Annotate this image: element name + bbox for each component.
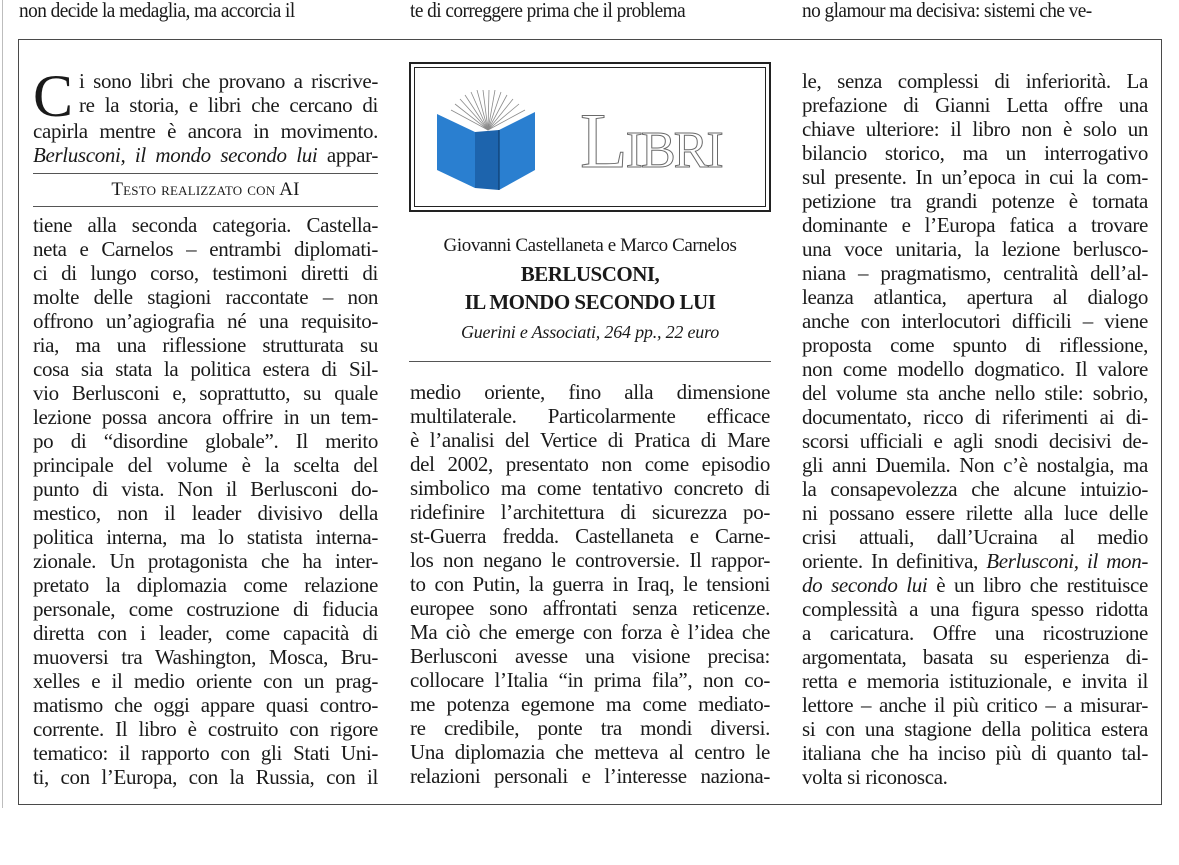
- body-line: retta e memoria istituzionale, e invita il: [802, 669, 1148, 693]
- body-line: Una diplomazia che metteva al centro le: [410, 740, 770, 764]
- body-line: si con una stagione della politica estera: [802, 717, 1148, 741]
- prev-col1-line: non decide la medaglia, ma accorcia il: [19, 0, 295, 22]
- body-line: una voce unitaria, la lezione berlusco-: [802, 237, 1148, 261]
- body-line: argomentata, basata su esperienza di-: [802, 645, 1148, 669]
- text-fragment: oriente. In definitiva,: [802, 549, 987, 573]
- body-line: vio Berlusconi e, soprattutto, su quale: [33, 381, 378, 405]
- body-line: re credibile, ponte tra mondi diversi.: [410, 716, 770, 740]
- prev-col3-line: no glamour ma decisiva: sistemi che ve-: [802, 0, 1092, 22]
- book-details-divider: [409, 361, 771, 362]
- body-line: ria, ma una riflessione strutturata su: [33, 333, 378, 357]
- body-line: è l’analisi del Vertice di Pratica di Mare: [410, 428, 770, 452]
- body-line: Berlusconi avesse una visione precisa:: [410, 644, 770, 668]
- page-left-edge: [2, 0, 3, 808]
- libri-section-logo: [409, 62, 771, 212]
- body-line: cosa sia stata la politica estera di Sil-: [33, 357, 378, 381]
- body-line: leanza atlantica, apertura al dialogo: [802, 285, 1148, 309]
- body-line: petizione tra grandi potenze è tornata: [802, 189, 1148, 213]
- body-line: anche con interlocutori difficili – viene: [802, 309, 1148, 333]
- libri-rest-letters: IBRI: [625, 122, 722, 179]
- body-line: tiene alla seconda categoria. Castella-: [33, 213, 378, 237]
- ai-generated-notice: [33, 173, 378, 207]
- body-line: punto di vista. Non il Berlusconi do-: [33, 477, 378, 501]
- body-line: pretato la diplomazia come relazione: [33, 573, 378, 597]
- body-line: ni possano essere rilette alla luce delle: [802, 501, 1148, 525]
- book-publisher-info: Guerini e Associati, 264 pp., 22 euro: [460, 322, 720, 342]
- body-line: gli anni Duemila. Non c’è nostalgia, ma: [802, 453, 1148, 477]
- article-column-2: [410, 380, 770, 788]
- book-title-line-1: BERLUSCONI,: [520, 262, 660, 286]
- book-title-italic: Berlusconi, il mon-: [986, 549, 1148, 573]
- body-line: bilancio storico, ma un interrogativo: [802, 141, 1148, 165]
- body-line: po di “disordine globale”. Il merito: [33, 429, 378, 453]
- body-line: le, senza complessi di inferiorità. La: [802, 69, 1148, 93]
- body-line: offrono un’agiografia né una requisito-: [33, 309, 378, 333]
- body-line: corrente. Il libro è costruito con rigore: [33, 717, 378, 741]
- body-line: ti, con l’Europa, con la Russia, con il: [33, 765, 378, 789]
- body-line: Ma ciò che emerge con forza è l’idea che: [410, 620, 770, 644]
- body-line: simbolico ma come tentativo concreto di: [410, 476, 770, 500]
- body-line-mixed: [802, 549, 1148, 573]
- ai-notice-ai: AI: [279, 179, 300, 200]
- body-line: lettore – anche il più critico – a misurar-: [802, 693, 1148, 717]
- previous-article-tail: [0, 0, 1179, 27]
- article-column-3: [802, 69, 1148, 789]
- libri-wordmark: [580, 96, 722, 186]
- body-line: principale del volume è la scelta del: [33, 453, 378, 477]
- body-line: europee sono affrontati senza reticenze.: [410, 596, 770, 620]
- book-details: [409, 232, 771, 348]
- body-line: collocare l’Italia “in prima fila”, non co-: [410, 668, 770, 692]
- body-line: st-Guerra fredda. Castellaneta e Carne-: [410, 524, 770, 548]
- body-line: prefazione di Gianni Letta offre una: [802, 93, 1148, 117]
- intro-line: capirla mentre è ancora in movimento.: [33, 119, 378, 143]
- body-line: documentato, ricco di riferimenti ai di-: [802, 405, 1148, 429]
- body-line: tematico: il rapporto con gli Stati Uni-: [33, 741, 378, 765]
- body-line: la consapevolezza che alcune intuizio-: [802, 477, 1148, 501]
- body-line: to con Putin, la guerra in Iraq, le tensioni: [410, 572, 770, 596]
- body-line: del 2002, presentato non come episodio: [410, 452, 770, 476]
- body-line: mestico, non il leader divisivo della: [33, 501, 378, 525]
- body-line: italiana che ha inciso più di quanto tal-: [802, 741, 1148, 765]
- column-1-body: [33, 213, 378, 789]
- body-line: xelles e il medio oriente con un prag-: [33, 669, 378, 693]
- body-line: lezione possa ancora offrire in un tem-: [33, 405, 378, 429]
- body-line: ci di lungo corso, testimoni diretti di: [33, 261, 378, 285]
- libri-big-letter: L: [580, 97, 626, 184]
- body-line: scorsi ufficiali e agli snodi decisivi de-: [802, 429, 1148, 453]
- text-fragment: è un libro che restituisce: [927, 573, 1148, 597]
- intro-italic-line: [33, 143, 378, 167]
- body-line: dominante e l’Europa fatica a trovare: [802, 213, 1148, 237]
- body-line: sul presente. In un’epoca in cui la com-: [802, 165, 1148, 189]
- body-line: me potenza egemone ma come mediato-: [410, 692, 770, 716]
- intro-line: i sono libri che provano a riscrive-: [79, 69, 378, 93]
- body-line-mixed: [802, 573, 1148, 597]
- body-line: los non negano le controversie. Il rappor-: [410, 548, 770, 572]
- ai-notice-text: Testo realizzato con: [111, 179, 276, 200]
- body-line: ridefinire l’architettura di sicurezza po-: [410, 500, 770, 524]
- body-line: medio oriente, fino alla dimensione: [410, 380, 770, 404]
- book-title-italic: do secondo lui: [802, 573, 928, 597]
- body-line: proposta come spunto di riflessione,: [802, 333, 1148, 357]
- book-title-line-2: IL MONDO SECONDO LUI: [464, 290, 716, 314]
- prev-col2-line: te di correggere prima che il problema: [410, 0, 686, 22]
- book-title-italic: Berlusconi, il mondo secondo lui: [33, 143, 318, 167]
- body-line: non come modello dogmatico. Il valore: [802, 357, 1148, 381]
- open-book-icon: [433, 90, 543, 190]
- body-line: zionale. Un protagonista che ha inter-: [33, 549, 378, 573]
- body-line-final: volta si riconosca.: [802, 765, 948, 789]
- body-line: chiave ulteriore: il libro non è solo un: [802, 117, 1148, 141]
- body-line: matismo che oggi appare quasi contro-: [33, 693, 378, 717]
- drop-cap: C: [33, 63, 74, 129]
- body-line: politica interna, ma lo statista interna-: [33, 525, 378, 549]
- body-line: diretta con i leader, come capacità di: [33, 621, 378, 645]
- book-authors: Giovanni Castellaneta e Marco Carnelos: [443, 235, 737, 256]
- body-line: a caricatura. Offre una ricostruzione: [802, 621, 1148, 645]
- body-line: crisi attuali, dall’Ucraina al medio: [802, 525, 1148, 549]
- body-line: niana – pragmatismo, centralità dell’al-: [802, 261, 1148, 285]
- libri-logo-inner: [414, 67, 766, 207]
- body-line: personale, come costruzione di fiducia: [33, 597, 378, 621]
- intro-line: re la storia, e libri che cercano di: [79, 93, 378, 117]
- body-line: muoversi tra Washington, Mosca, Bru-: [33, 645, 378, 669]
- body-line: relazioni personali e l’interesse naziona-: [410, 764, 770, 788]
- text-fragment: appar-: [317, 143, 378, 167]
- body-line: complessità a una figura spesso ridotta: [802, 597, 1148, 621]
- article-column-1: [33, 63, 378, 789]
- body-line: del volume sta anche nello stile: sobrio,: [802, 381, 1148, 405]
- body-line: molte delle stagioni raccontate – non: [33, 285, 378, 309]
- body-line: neta e Carnelos – entrambi diplomati-: [33, 237, 378, 261]
- body-line: multilaterale. Particolarmente efficace: [410, 404, 770, 428]
